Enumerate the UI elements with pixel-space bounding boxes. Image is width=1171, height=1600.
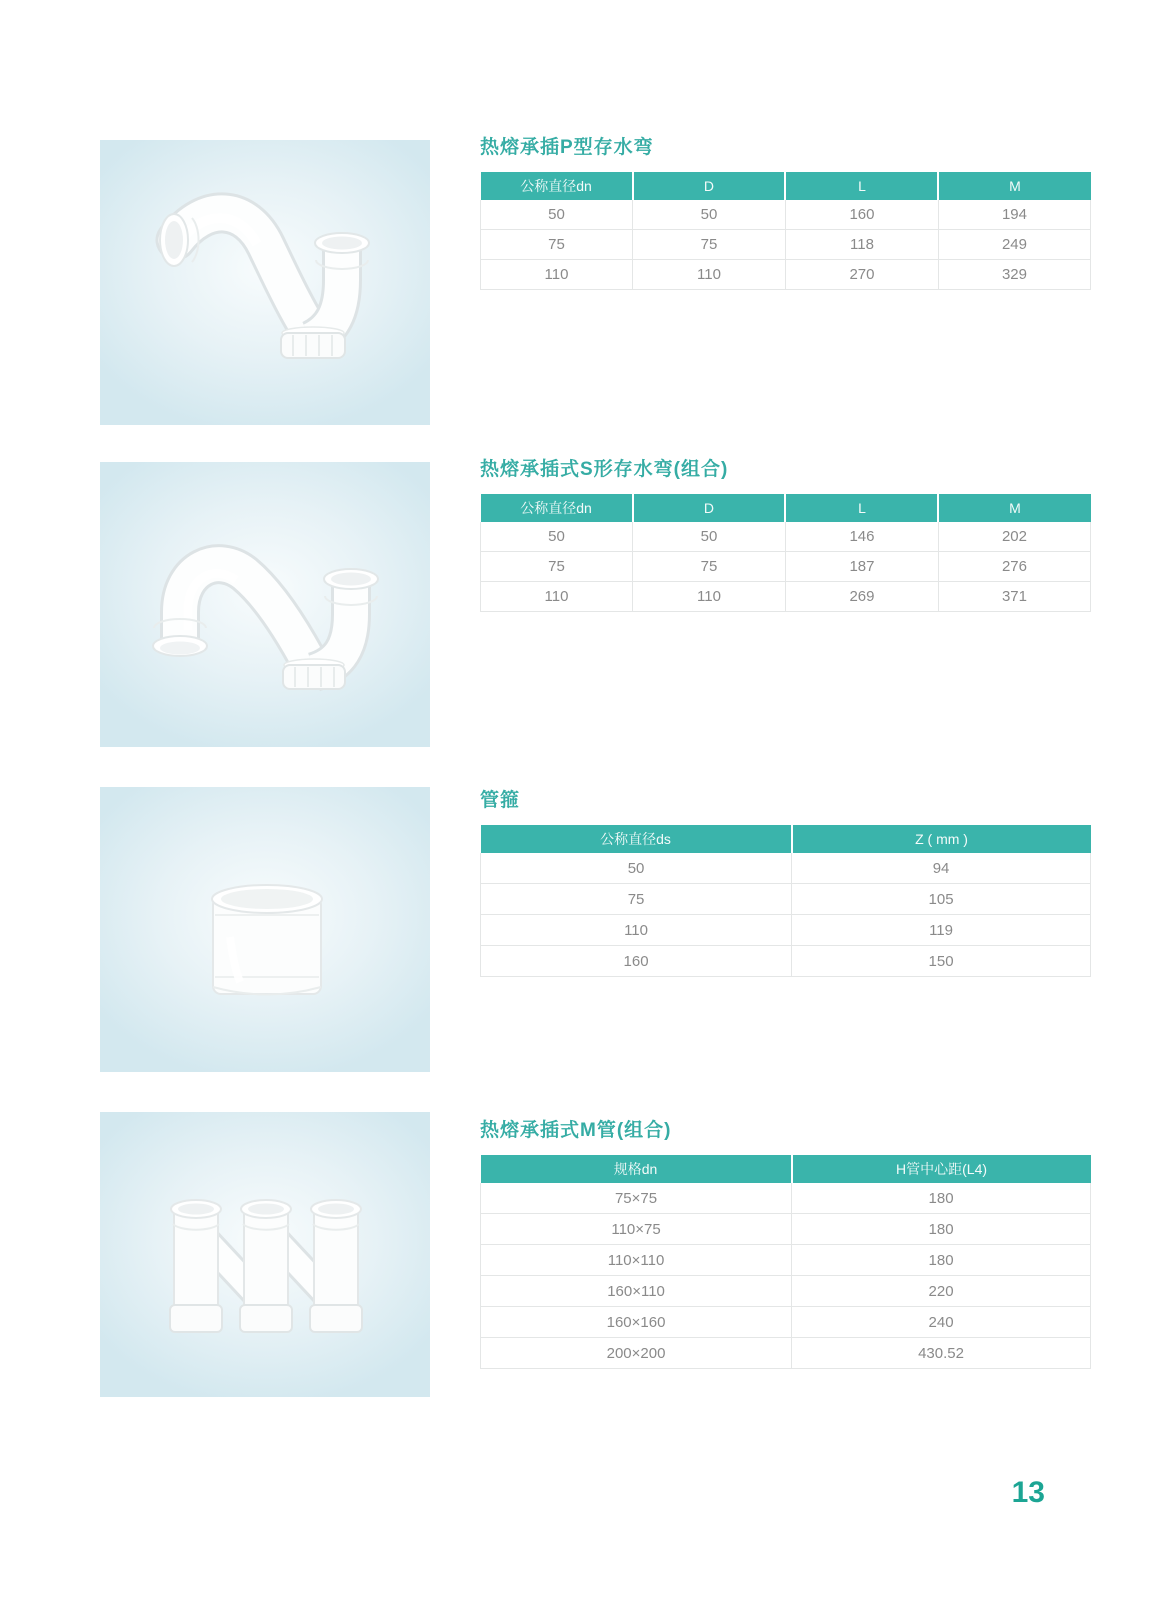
section-content [480,790,1091,977]
table-cell: 75 [481,552,633,582]
table-cell: 430.52 [792,1338,1091,1369]
table-row [481,1276,1091,1307]
spec-table [480,825,1091,977]
table-cell: 110 [481,915,792,946]
table-header-row [481,1155,1091,1183]
column-header: Z ( mm ) [792,825,1091,853]
table-cell: 50 [481,200,633,230]
spec-table [480,172,1091,290]
product-image-p-trap [100,140,430,425]
column-header: M [938,494,1090,522]
table-header-row [481,825,1091,853]
section-content [480,1120,1091,1369]
table-row [481,853,1091,884]
table-cell: 110 [633,260,786,290]
table-cell: 160×160 [481,1307,792,1338]
table-cell: 270 [785,260,938,290]
table-cell: 110 [481,260,633,290]
table-cell: 269 [785,582,938,612]
section-content [480,459,1091,612]
table-cell: 329 [938,260,1090,290]
table-cell: 371 [938,582,1090,612]
table-cell: 50 [481,853,792,884]
coupling-illustration [100,787,430,1072]
table-row [481,1338,1091,1369]
table-cell: 50 [481,522,633,552]
table-row [481,582,1091,612]
table-cell: 50 [633,200,786,230]
column-header: L [785,172,938,200]
table-cell: 110 [481,582,633,612]
table-cell: 150 [792,946,1091,977]
section-content [480,137,1091,290]
section-title: 管箍 [480,790,521,811]
table-row [481,884,1091,915]
table-cell: 110×110 [481,1245,792,1276]
table-cell: 94 [792,853,1091,884]
table-cell: 180 [792,1245,1091,1276]
p-trap-illustration [100,140,430,425]
table-row [481,1214,1091,1245]
column-header: H管中心距(L4) [792,1155,1091,1183]
table-cell: 160 [785,200,938,230]
table-cell: 160 [481,946,792,977]
table-cell: 75 [633,552,786,582]
product-image-coupling [100,787,430,1072]
table-header-row [481,172,1091,200]
section-title: 热熔承插P型存水弯 [480,137,654,158]
table-cell: 146 [785,522,938,552]
page-number: 13 [1011,1476,1045,1509]
spec-table [480,1155,1091,1369]
table-cell: 220 [792,1276,1091,1307]
table-cell: 118 [785,230,938,260]
table-row [481,1307,1091,1338]
table-cell: 75 [481,230,633,260]
table-row [481,915,1091,946]
s-trap-illustration [100,462,430,747]
table-cell: 75×75 [481,1183,792,1214]
table-cell: 240 [792,1307,1091,1338]
table-cell: 200×200 [481,1338,792,1369]
product-image-s-trap [100,462,430,747]
table-row [481,946,1091,977]
table-row [481,230,1091,260]
table-cell: 249 [938,230,1090,260]
table-cell: 187 [785,552,938,582]
table-cell: 202 [938,522,1090,552]
table-row [481,552,1091,582]
table-cell: 110×75 [481,1214,792,1245]
column-header: M [938,172,1090,200]
table-cell: 160×110 [481,1276,792,1307]
product-image-m-pipe [100,1112,430,1397]
column-header: 规格dn [481,1155,792,1183]
table-cell: 180 [792,1214,1091,1245]
m-pipe-illustration [100,1112,430,1397]
table-cell: 180 [792,1183,1091,1214]
table-row [481,200,1091,230]
column-header: L [785,494,938,522]
table-cell: 75 [633,230,786,260]
table-row [481,522,1091,552]
table-cell: 194 [938,200,1090,230]
section-title: 热熔承插式S形存水弯(组合) [480,459,729,480]
column-header: 公称直径dn [481,494,633,522]
spec-table [480,494,1091,612]
table-cell: 105 [792,884,1091,915]
column-header: D [633,494,786,522]
table-row [481,1183,1091,1214]
column-header: D [633,172,786,200]
section-title: 热熔承插式M管(组合) [480,1120,672,1141]
table-cell: 276 [938,552,1090,582]
table-cell: 119 [792,915,1091,946]
table-cell: 110 [633,582,786,612]
table-cell: 50 [633,522,786,552]
table-header-row [481,494,1091,522]
table-cell: 75 [481,884,792,915]
table-row [481,1245,1091,1276]
column-header: 公称直径dn [481,172,633,200]
table-row [481,260,1091,290]
column-header: 公称直径ds [481,825,792,853]
